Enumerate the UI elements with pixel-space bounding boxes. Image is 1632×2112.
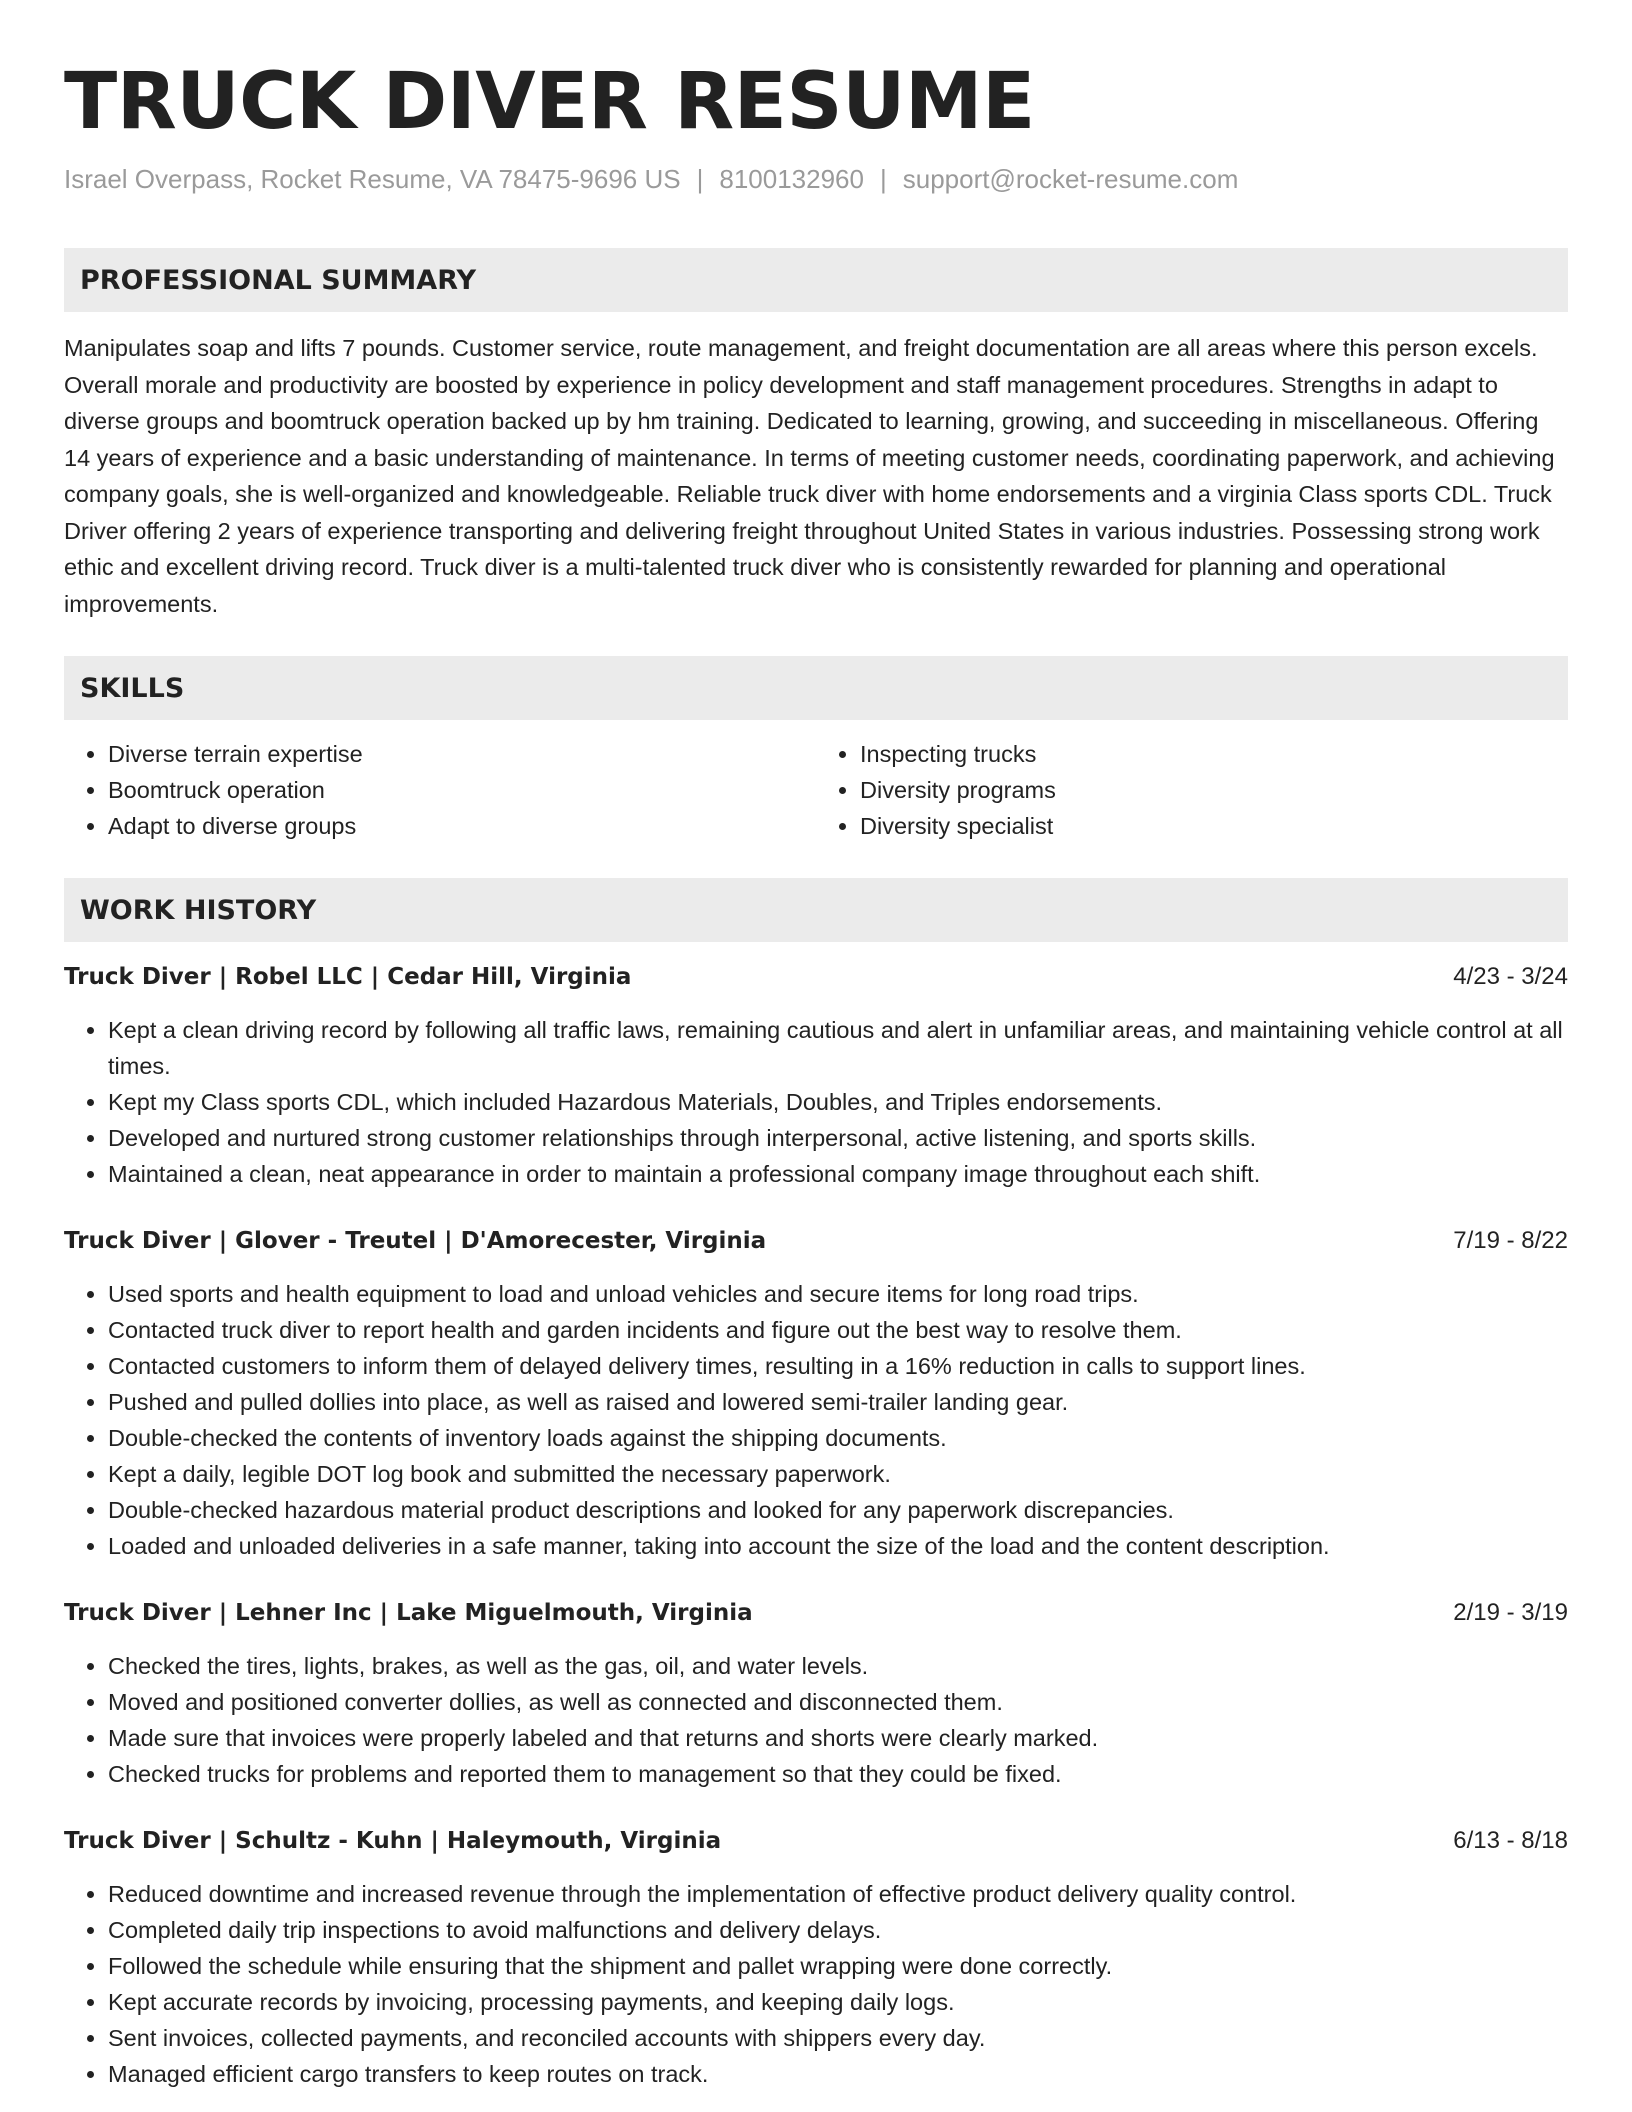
contact-address: Israel Overpass, Rocket Resume, VA 78475-9696 US: [64, 164, 681, 194]
job-entry: [64, 1824, 1568, 2092]
contact-phone: 8100132960: [719, 164, 864, 194]
job-bullet: • Maintained a clean, neat appearance in order to maintain a professional company image throughout each shift.: [108, 1156, 1568, 1192]
skill-item: • Boomtruck operation: [108, 772, 816, 808]
job-header: [64, 960, 1568, 994]
contact-line: [64, 162, 1568, 196]
job-dates: 6/13 - 8/18: [1453, 1827, 1568, 1854]
job-entry: [64, 960, 1568, 1192]
resume-title: TRUCK DIVER RESUME: [64, 57, 1035, 147]
job-bullets: [64, 1276, 1568, 1564]
job-bullet: • Kept my Class sports CDL, which included Hazardous Materials, Doubles, and Triples endorsements.: [108, 1084, 1568, 1120]
job-bullet: • Reduced downtime and increased revenue through the implementation of effective product delivery quality control.: [108, 1876, 1568, 1912]
section-header-work-history: WORK HISTORY: [64, 878, 1568, 942]
section-header-summary: PROFESSIONAL SUMMARY: [64, 248, 1568, 312]
job-bullets: [64, 1648, 1568, 1792]
job-bullets: [64, 1012, 1568, 1192]
job-bullet: • Sent invoices, collected payments, and reconciled accounts with shippers every day.: [108, 2020, 1568, 2056]
skills-list: [64, 736, 1568, 844]
job-header: [64, 1224, 1568, 1258]
job-entry: [64, 1596, 1568, 1792]
job-bullets: [64, 1876, 1568, 2092]
contact-separator: |: [879, 164, 887, 194]
job-bullet: • Double-checked hazardous material product descriptions and looked for any paperwork discrepancies.: [108, 1492, 1568, 1528]
job-header: [64, 1596, 1568, 1630]
job-bullet: • Loaded and unloaded deliveries in a safe manner, taking into account the size of the load and the content description.: [108, 1528, 1568, 1564]
job-bullet: • Kept accurate records by invoicing, processing payments, and keeping daily logs.: [108, 1984, 1568, 2020]
summary-text: Manipulates soap and lifts 7 pounds. Customer service, route management, and freight documentation are all areas where this person excels. Overall morale and productivity are boosted by experience in policy development and staff management procedures. Strengths in adapt to diverse groups and boomtruck operation backed up by hm training. Dedicated to learning, growing, and succeeding in miscellaneous. Offering 14 years of experience and a basic understanding of maintenance. In terms of meeting customer needs, coordinating paperwork, and achieving company goals, she is well-organized and knowledgeable. Reliable truck diver with home endorsements and a virginia Class sports CDL. Truck Driver offering 2 years of experience transporting and delivering freight throughout United States in various industries. Possessing strong work ethic and excellent driving record. Truck diver is a multi-talented truck diver who is consistently rewarded for planning and operational improvements.: [64, 335, 1555, 617]
job-title: Truck Diver | Schultz - Kuhn | Haleymouth, Virginia: [64, 1828, 722, 1854]
job-bullet: • Contacted customers to inform them of delayed delivery times, resulting in a 16% reduction in calls to support lines.: [108, 1348, 1568, 1384]
job-bullet: • Pushed and pulled dollies into place, as well as raised and lowered semi-trailer landing gear.: [108, 1384, 1568, 1420]
job-bullet: • Made sure that invoices were properly labeled and that returns and shorts were clearly marked.: [108, 1720, 1568, 1756]
job-header: [64, 1824, 1568, 1858]
skills-column-left: [64, 736, 816, 844]
contact-email: support@rocket-resume.com: [902, 164, 1239, 194]
job-bullet: • Kept a clean driving record by following all traffic laws, remaining cautious and alert in unfamiliar areas, and maintaining vehicle control at all times.: [108, 1012, 1568, 1084]
job-bullet: • Managed efficient cargo transfers to keep routes on track.: [108, 2056, 1568, 2092]
contact-separator: |: [696, 164, 704, 194]
job-dates: 2/19 - 3/19: [1453, 1599, 1568, 1626]
job-entry: [64, 1224, 1568, 1564]
skill-item: • Inspecting trucks: [860, 736, 1568, 772]
job-bullet: • Kept a daily, legible DOT log book and submitted the necessary paperwork.: [108, 1456, 1568, 1492]
section-header-skills: SKILLS: [64, 656, 1568, 720]
job-title: Truck Diver | Robel LLC | Cedar Hill, Virginia: [64, 964, 632, 990]
job-bullet: • Checked the tires, lights, brakes, as well as the gas, oil, and water levels.: [108, 1648, 1568, 1684]
job-bullet: • Moved and positioned converter dollies, as well as connected and disconnected them.: [108, 1684, 1568, 1720]
skill-item: • Adapt to diverse groups: [108, 808, 816, 844]
job-title: Truck Diver | Glover - Treutel | D'Amorecester, Virginia: [64, 1228, 767, 1254]
job-bullet: • Checked trucks for problems and reported them to management so that they could be fixed.: [108, 1756, 1568, 1792]
job-title: Truck Diver | Lehner Inc | Lake Miguelmouth, Virginia: [64, 1600, 753, 1626]
job-dates: 7/19 - 8/22: [1453, 1227, 1568, 1254]
job-bullet: • Completed daily trip inspections to avoid malfunctions and delivery delays.: [108, 1912, 1568, 1948]
job-bullet: • Used sports and health equipment to load and unload vehicles and secure items for long road trips.: [108, 1276, 1568, 1312]
skills-column-right: [816, 736, 1568, 844]
job-bullet: • Double-checked the contents of inventory loads against the shipping documents.: [108, 1420, 1568, 1456]
skill-item: • Diverse terrain expertise: [108, 736, 816, 772]
job-bullet: • Developed and nurtured strong customer relationships through interpersonal, active listening, and sports skills.: [108, 1120, 1568, 1156]
job-bullet: • Followed the schedule while ensuring that the shipment and pallet wrapping were done correctly.: [108, 1948, 1568, 1984]
skill-item: • Diversity programs: [860, 772, 1568, 808]
skill-item: • Diversity specialist: [860, 808, 1568, 844]
job-bullet: • Contacted truck diver to report health and garden incidents and figure out the best way to resolve them.: [108, 1312, 1568, 1348]
job-dates: 4/23 - 3/24: [1453, 963, 1568, 990]
